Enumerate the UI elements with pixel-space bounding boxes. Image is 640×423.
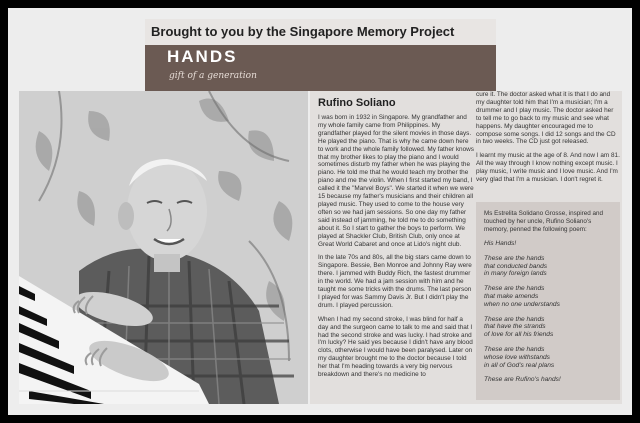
banner-title: HANDS [167, 47, 238, 66]
banner-tagline: gift of a generation [169, 71, 257, 81]
article-column-left [318, 97, 474, 385]
poem-box [476, 202, 620, 400]
article-paragraph: In the late 70s and 80s, all the big stars came down to Singapore. Bessie, Ben Monroe and Johnny Ray were there. I jammed with Buddy Rich, the fastest drummer in the world. We had a jam session with him and he taught me some tricks with the drums. The last person I played for was Sammy Davis Jr. But I didn't play the drum. I played percussion. [318, 254, 472, 309]
article [310, 91, 622, 404]
banner [145, 19, 496, 91]
poem-stanza: These are the hands that conducted bands in many foreign lands [484, 254, 548, 278]
article-paragraph: I was born in 1932 in Singapore. My grandfather and my whole family came from Philippines. My grandfather played for the silent movies in those days. He played the piano. That is why he came down here to work and the whole family followed. My father knows that my brother likes to play the piano and I would sometimes disturb my father when he was playing the piano. He told me that he would teach my brother the piano and me the violin. When I first started my band, I called it the "Marvel Boys". We started it when we were 15 because my father's musicians and their children all played music. They used to come to the house very often so we had jam sessions. So one day my father said instead of jamming, he told me to do something about it. So I start to gather the boys to perform. We played at Shackler Club, British Club, only once at Great World Cabaret and once at Lido's night club. [318, 114, 474, 248]
article-column-right [476, 91, 620, 190]
article-paragraph: When I had my second stroke, I was blind for half a day and the surgeon came to talk to me and said that I had the second stroke and was lucky. I had stroke and I'm lucky? He said yes because I didn't have any blood clots, otherwise I would have been paralysed. Later on my daughter brought me to the doctor because I told her that I'm heading towards a very big nervous breakdown and there's no medicine to [318, 315, 473, 379]
poem-title: His Hands! [484, 240, 517, 247]
poem-closing: These are Rufino's hands! [484, 376, 561, 384]
poem-stanza: These are the hands that make amends when no one understands [484, 285, 560, 308]
poem-intro: Ms Estrelita Solidano Grosse, inspired and touched by her uncle, Rufino Soliano's memory, penned the following poem: [484, 210, 603, 233]
article-paragraph: I learnt my music at the age of 8. And now I am 81. All the way through I know nothing except music. I play music, I write music and I love music. And I'm very glad that I'm a musician. I don't regret it. [476, 152, 620, 184]
banner-header: Brought to you by the Singapore Memory Project [145, 19, 496, 45]
article-name: Rufino Soliano [318, 97, 396, 109]
poem [484, 240, 614, 391]
poem-stanza: These are the hands that have the strands of love for all his friends [484, 315, 554, 339]
photo-musician-at-piano [19, 91, 308, 404]
article-paragraph: cure it. The doctor asked what it is that I do and my daughter told him that I'm a musician; I'm a drummer and I play music. The doctor asked her to tell me to go back to my music and see what happens. My daughter encouraged me to compose some songs. I did 12 songs and the CD in two weeks. The CD just got released. [476, 91, 616, 146]
poem-stanza: These are the hands whose love withstands in all of God's real plans [484, 345, 555, 369]
photo-illustration [19, 91, 308, 404]
